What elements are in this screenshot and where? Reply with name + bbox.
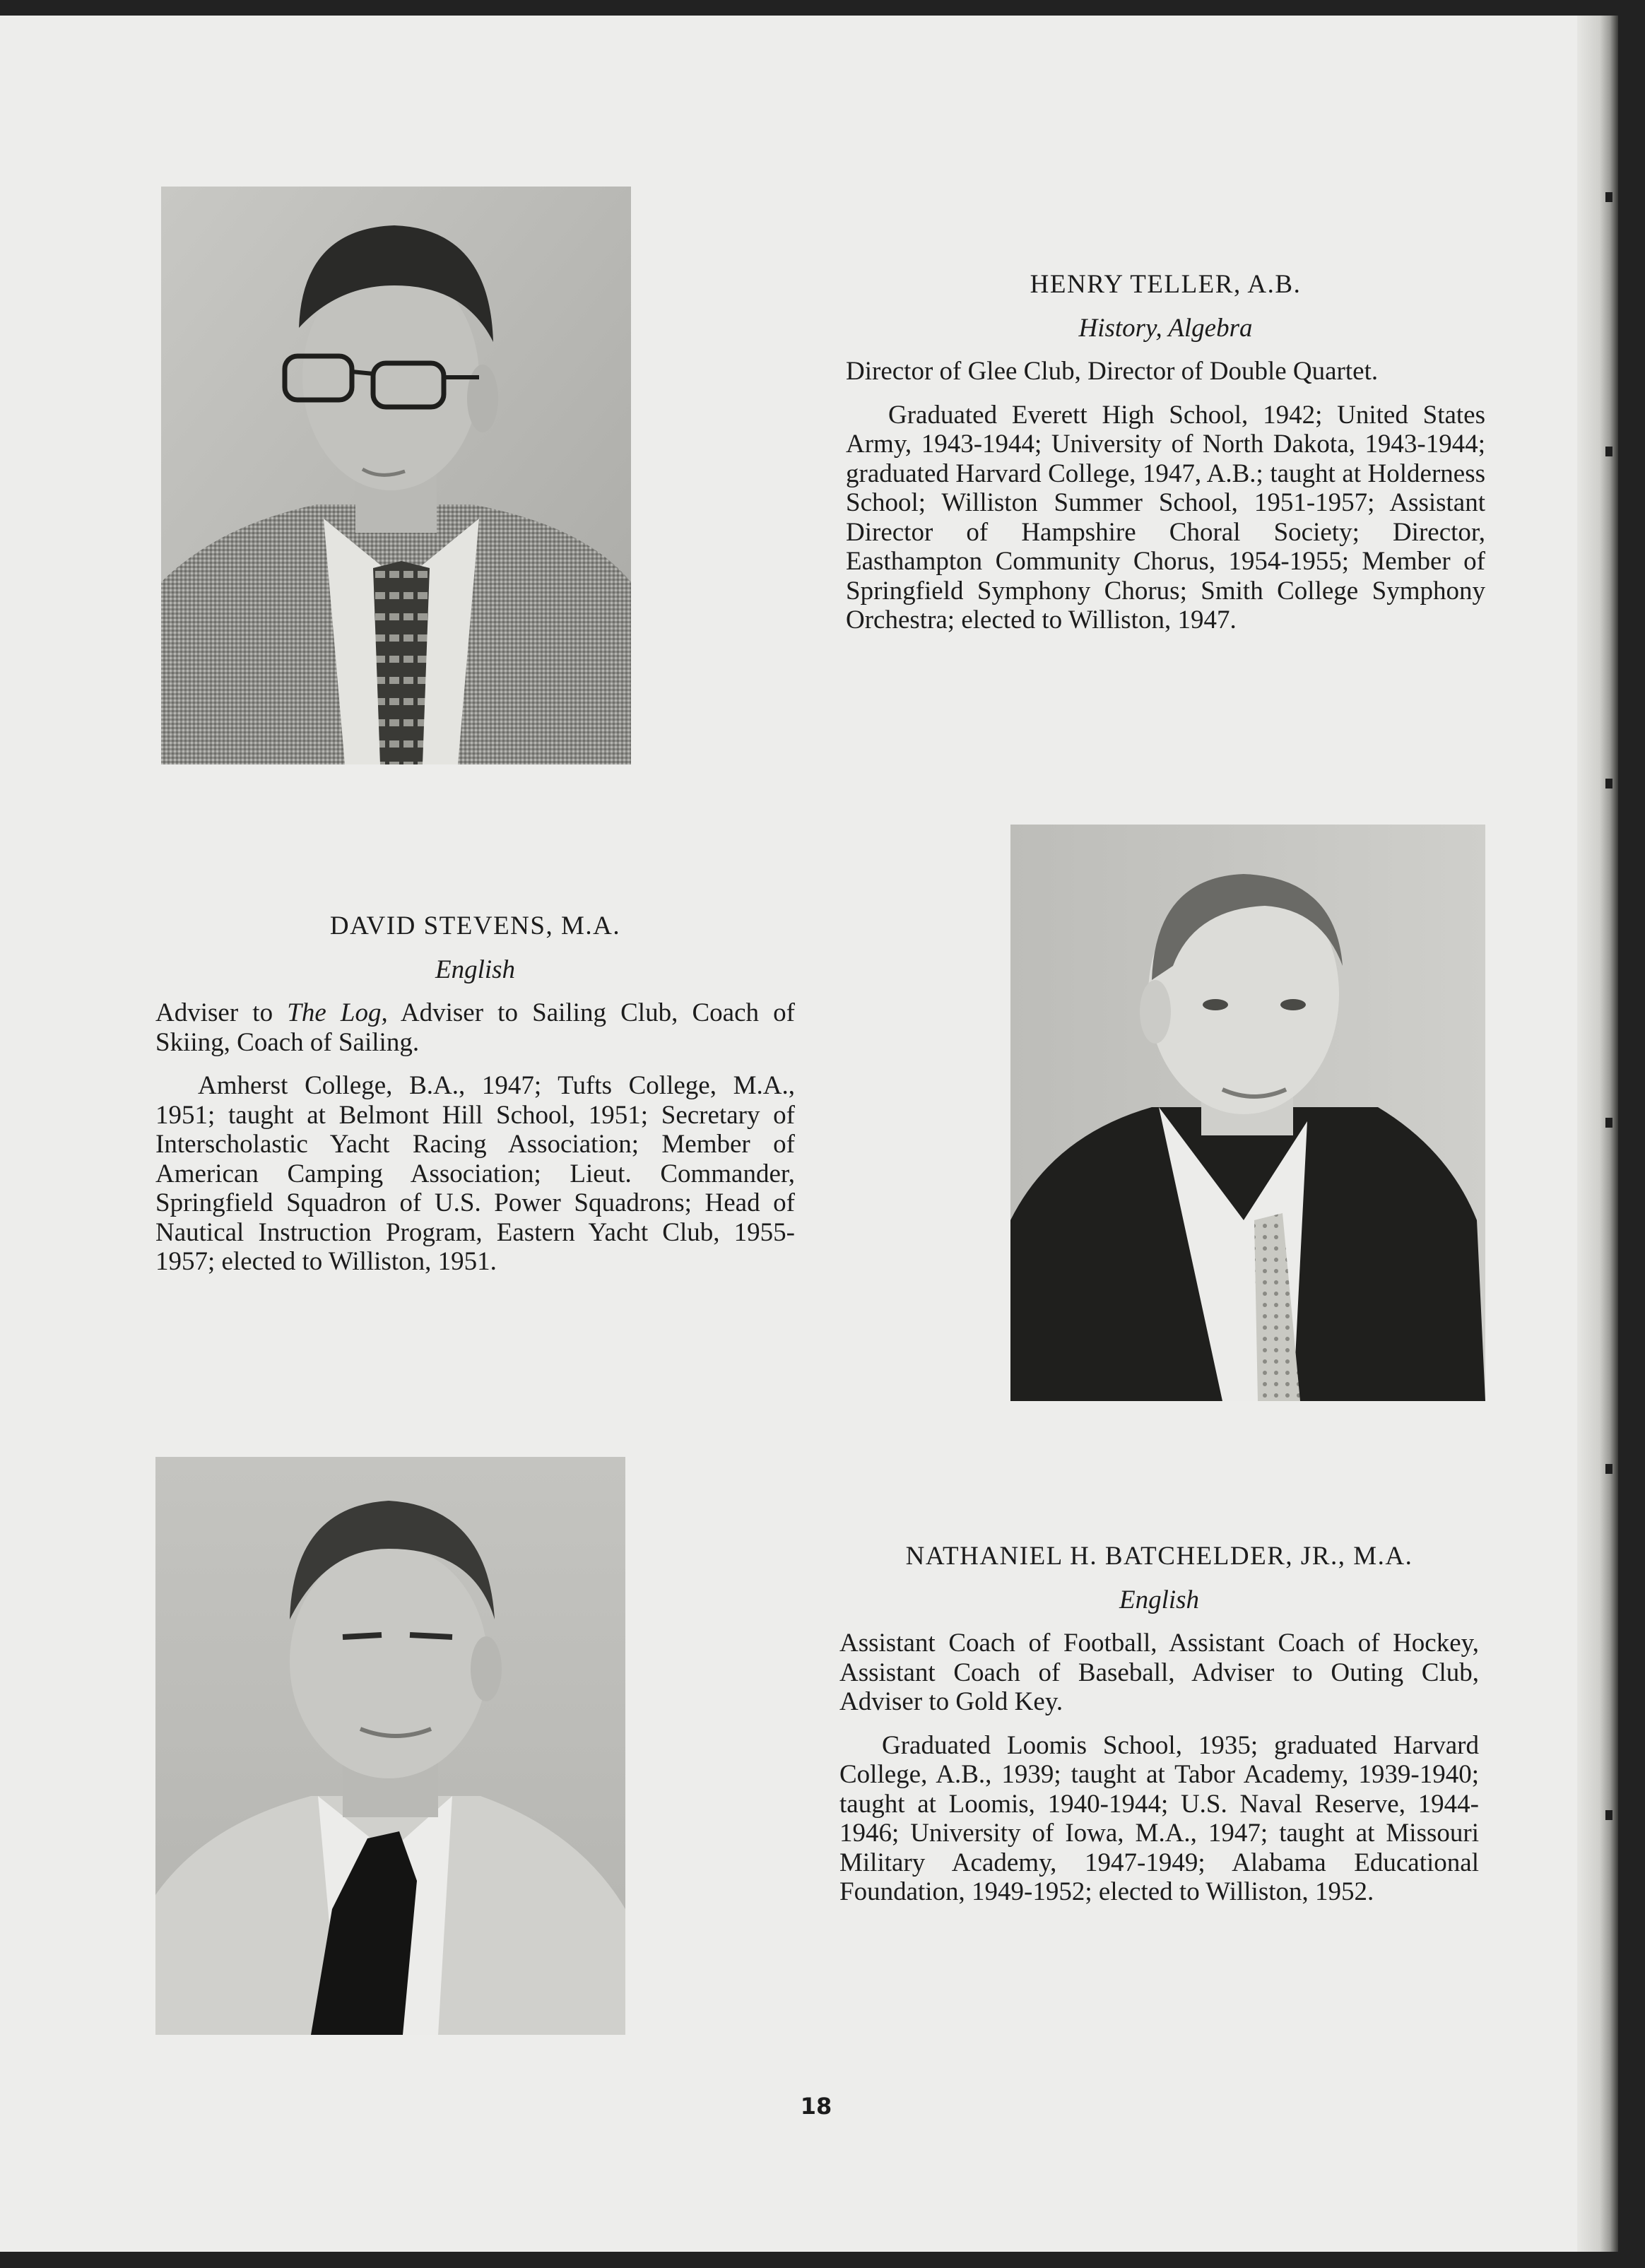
- faculty-bio-david-stevens: [155, 911, 795, 1277]
- portrait-photo-henry-teller: [161, 187, 631, 764]
- page-number: 18: [800, 2093, 832, 2120]
- faculty-subject: History, Algebra: [1078, 313, 1253, 343]
- faculty-duties: [155, 998, 795, 1057]
- faculty-subject: English: [435, 955, 516, 984]
- faculty-name: DAVID STEVENS, M.A.: [329, 911, 621, 940]
- portrait-photo-nathaniel-batchelder: [155, 1457, 625, 2035]
- faculty-bio-henry-teller: [846, 270, 1485, 635]
- faculty-name: NATHANIEL H. BATCHELDER, JR., M.A.: [905, 1542, 1413, 1571]
- faculty-career: Graduated Everett High School, 1942; United States Army, 1943-1944; University of North Dakota, 1943-1944; graduated Harvard College, 1947, A.B.; taught at Holderness School; Williston Summer School, 1951-1957; Assistant Director of Hampshire Choral Society; Director, Easthampton Community Chorus, 1954-1955; Member of Springfield Symphony Chorus; Smith College Symphony Orchestra; elected to Williston, 1947.: [846, 400, 1485, 634]
- faculty-career: Graduated Loomis School, 1935; graduated Harvard College, A.B., 1939; taught at Tabor Academy, 1939-1940; taught at Loomis, 1940-1944; U.S. Naval Reserve, 1944-1946; University of Iowa, M.A., 1947; taught at Missouri Military Academy, 1947-1949; Alabama Educational Foundation, 1949-1952; elected to Williston, 1952.: [839, 1730, 1479, 1906]
- faculty-subject: English: [1119, 1585, 1200, 1614]
- book-spine-shadow: [1577, 16, 1618, 2252]
- portrait-photo-david-stevens: [1010, 825, 1485, 1401]
- faculty-name: HENRY TELLER, A.B.: [1030, 270, 1302, 299]
- duties-prefix: Adviser to: [155, 998, 288, 1027]
- yearbook-page: [0, 16, 1618, 2252]
- faculty-career: Amherst College, B.A., 1947; Tufts College, M.A., 1951; taught at Belmont Hill School, 1951; Secretary of Interscholastic Yacht Racing Association; Member of American Camping Association; Lieut. Commander, Springfield Squadron of U.S. Power Squadrons; Head of Nautical Instruction Program, Eastern Yacht Club, 1955-1957; elected to Williston, 1951.: [155, 1071, 795, 1276]
- faculty-bio-nathaniel-batchelder: [839, 1542, 1479, 1907]
- faculty-duties: Assistant Coach of Football, Assistant Coach of Hockey, Assistant Coach of Baseball, Adviser to Outing Club, Adviser to Gold Key.: [839, 1629, 1479, 1716]
- publication-title: The Log,: [287, 998, 388, 1027]
- duties-suffix: Adviser to Sailing Club, Coach of Skiing, Coach of Sailing.: [155, 998, 795, 1057]
- faculty-duties: Director of Glee Club, Director of Double Quartet.: [846, 357, 1379, 386]
